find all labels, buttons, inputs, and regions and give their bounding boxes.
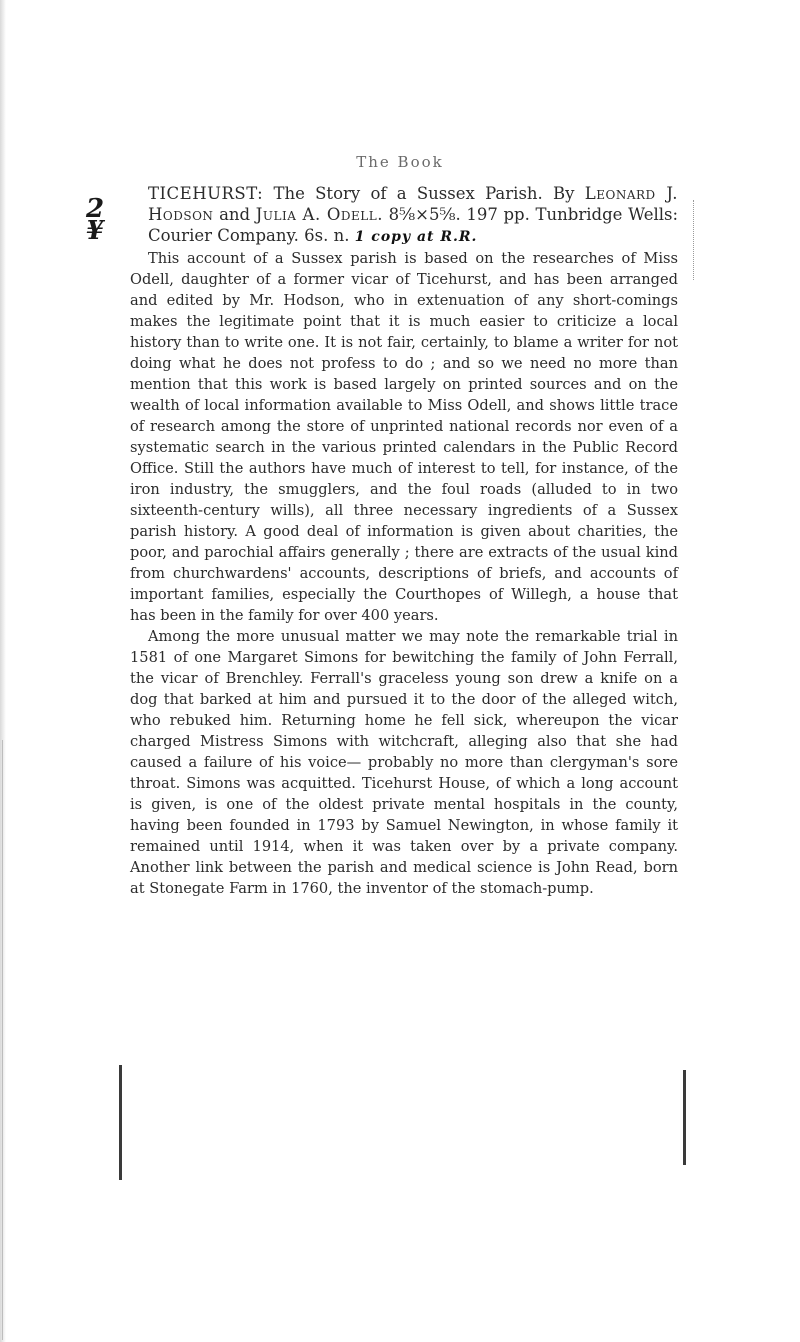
review-author-2: Julia A. Odell. xyxy=(255,205,383,224)
review-by: By xyxy=(553,184,575,203)
review-subtitle: The Story of a Sussex Parish. xyxy=(273,184,543,203)
review-article xyxy=(130,183,678,899)
review-paragraph-2: Among the more unusual matter we may note the remarkable trial in 1581 of one Margaret Simons for bewitching the family of John Ferrall, the vicar of Brenchley. Ferrall's graceless young son drew a knife on a dog that barked at him and pursued it to the door of the alleged witch, who rebuked him. Returning home he fell sick, whereupon the vicar charged Mistress Simons with witchcraft, alleging also that she had caused a failure of his voice— probably no more than clergyman's sore throat. Simons was acquitted. Ticehurst House, of which a long account is given, is one of the oldest private mental hospitals in the county, having been founded in 1793 by Samuel Newington, in whose family it remained until 1914, when it was taken over by a private company. Another link between the parish and medical science is John Read, born at Stonegate Farm in 1760, the inventor of the stomach-pump. xyxy=(130,628,678,897)
review-format: 8⅝×5⅝. 197 pp. xyxy=(388,205,530,224)
margin-annotation-mark: 2 ¥ xyxy=(86,194,105,246)
margin-bracket-right xyxy=(690,200,694,280)
scan-edge xyxy=(0,0,6,1342)
review-title: TICEHURST: xyxy=(148,184,264,203)
margin-bracket-left xyxy=(119,1065,125,1180)
running-head: The Book xyxy=(356,153,444,171)
review-author-1: Leonard J. Hodson xyxy=(148,184,678,224)
review-heading xyxy=(148,183,678,248)
review-paragraph-1: This account of a Sussex parish is based on the researches of Miss Odell, daughter of a former vicar of Ticehurst, and has been arranged and edited by Mr. Hodson, who in extenuation of any short-comings makes the legitimate point that it is much easier to criticize a local history than to write one. It is not fair, certainly, to blame a writer for not doing what he does not profess to do ; and so we need no more than mention that this work is based largely on printed sources and on the wealth of local information available to Miss Odell, and shows little trace of research among the store of unprinted national records nor even of a systematic search in the various printed calendars in the Public Record Office. Still the authors have much of interest to tell, for instance, of the iron industry, the smugglers, and the foul roads (alluded to in two sixteenth-century wills), all three necessary ingredients of a Sussex parish history. A good deal of information is given about charities, the poor, and parochial affairs generally ; there are extracts of the usual kind from churchwardens' accounts, descriptions of briefs, and accounts of important families, especially the Courthopes of Willegh, a house that has been in the family for over 400 years. xyxy=(130,250,678,624)
review-publisher: Tunbridge Wells: Courier Company. xyxy=(148,205,679,245)
review-price: 6s. n. xyxy=(304,226,350,245)
review-body xyxy=(130,248,678,899)
scan-margin-line xyxy=(2,740,3,1340)
handwritten-note: 1 copy at R.R. xyxy=(354,229,478,245)
review-and: and xyxy=(219,205,251,224)
margin-bracket-right-bottom xyxy=(680,1070,686,1165)
